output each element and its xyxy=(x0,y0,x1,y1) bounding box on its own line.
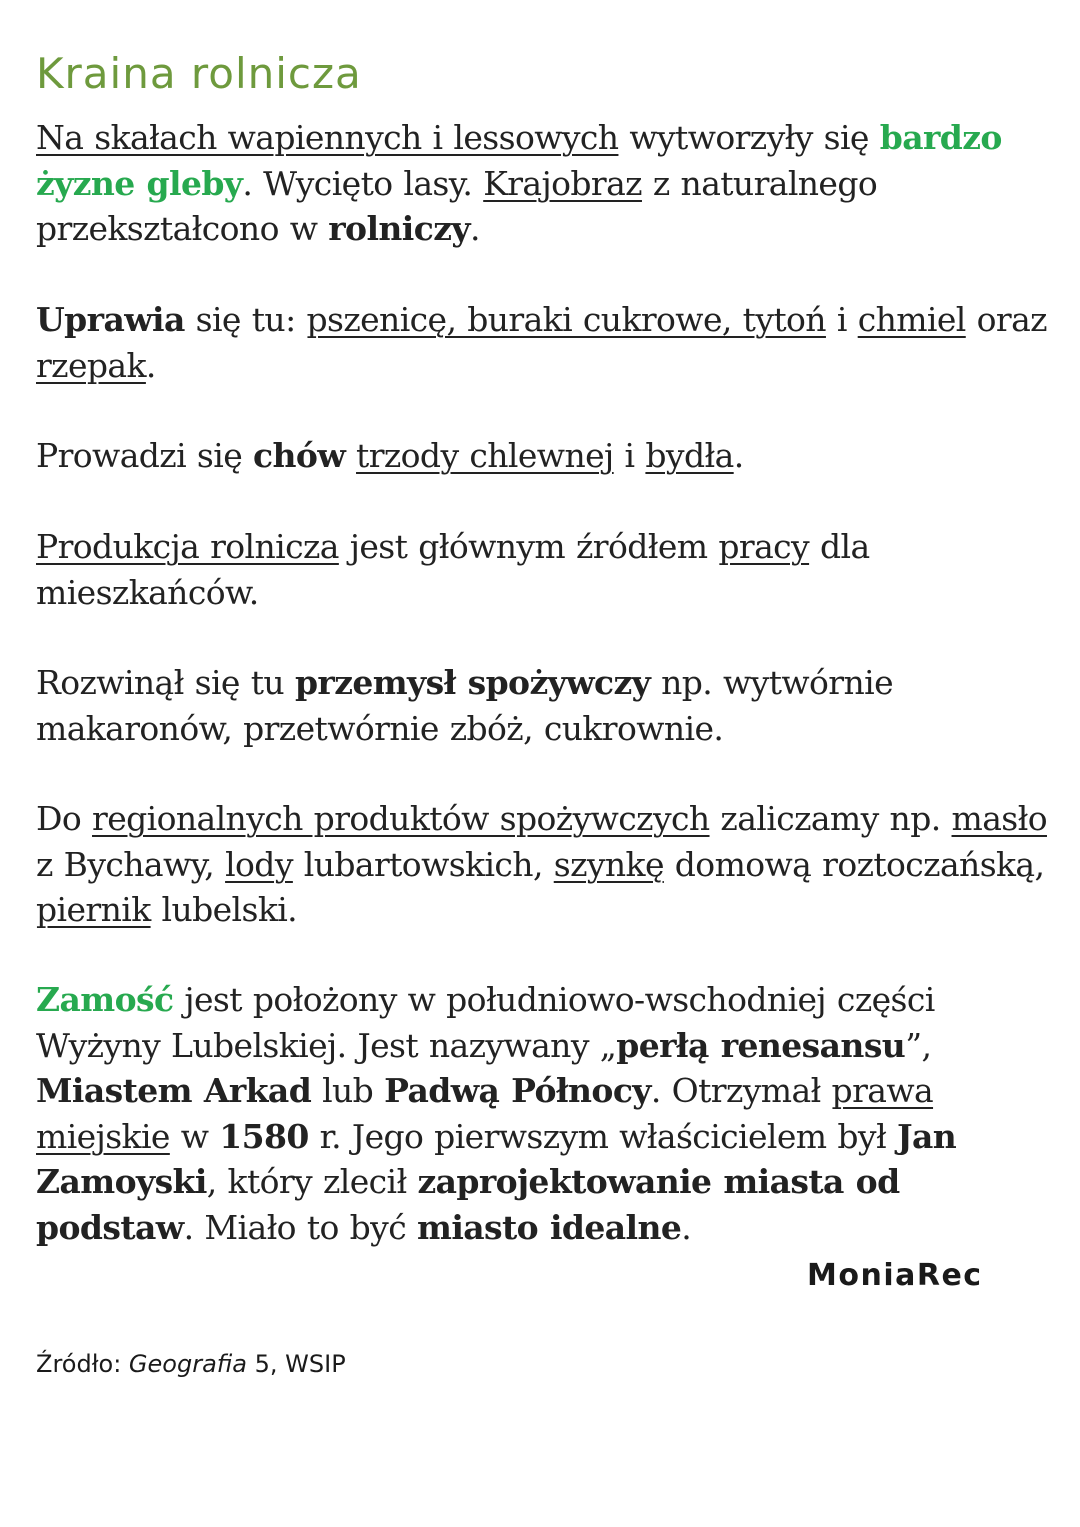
text-span: lub xyxy=(311,1071,385,1110)
text-span: , który zlecił xyxy=(206,1162,418,1201)
underlined-phrase: bydła xyxy=(645,436,734,475)
bold-phrase: chów xyxy=(253,436,346,475)
paragraph-industry xyxy=(36,660,1051,751)
text-span: r. Jego pierwszym właścicielem był xyxy=(308,1116,897,1156)
author-signature: MoniaRec xyxy=(807,1258,983,1293)
source-publisher: 5, WSIP xyxy=(247,1350,346,1378)
bold-phrase: przemysł spożywczy xyxy=(294,663,651,702)
underlined-phrase: prawa miejskie xyxy=(36,1071,934,1156)
text-span: zaliczamy np. xyxy=(709,799,952,838)
paragraph-zamosc xyxy=(36,977,1051,1250)
underlined-phrase: piernik xyxy=(36,890,151,929)
text-span: . xyxy=(145,345,156,385)
text-span: wytworzyły się xyxy=(618,118,880,157)
text-span: z naturalnego przekształcono w xyxy=(36,163,878,248)
bold-phrase: perłą renesansu xyxy=(616,1025,906,1065)
underlined-phrase: chmiel xyxy=(857,300,966,339)
text-span: . xyxy=(681,1207,692,1247)
bold-phrase: Padwą Północy xyxy=(384,1071,651,1110)
text-span: lubartowskich, xyxy=(292,844,554,884)
paragraph-crops xyxy=(36,297,1051,388)
bold-phrase: Miastem Arkad xyxy=(36,1071,312,1110)
underlined-phrase: Produkcja rolnicza xyxy=(36,527,339,566)
underlined-phrase: regionalnych produktów spożywczych xyxy=(92,799,710,838)
text-span: się tu: xyxy=(184,300,307,339)
text-span: np. wytwórnie makaronów, przetwórnie zbóż, cukrownie. xyxy=(36,663,894,748)
text-span xyxy=(345,436,356,475)
bold-phrase: miasto idealne xyxy=(417,1207,682,1247)
underlined-phrase: szynkę xyxy=(553,844,664,884)
text-span: jest głównym źródłem xyxy=(338,527,719,566)
bold-phrase: rolniczy xyxy=(328,209,470,248)
text-span: . xyxy=(469,209,480,248)
bold-phrase: Uprawia xyxy=(36,300,185,339)
underlined-phrase: Krajobraz xyxy=(483,163,642,203)
underlined-phrase: pracy xyxy=(718,527,810,566)
text-span: z Bychawy, xyxy=(36,844,226,884)
source-citation xyxy=(36,1344,346,1384)
text-span: ”, xyxy=(905,1025,932,1065)
text-span: domową roztoczańską, xyxy=(663,844,1045,884)
source-label: Źródło: xyxy=(36,1350,129,1378)
bold-phrase: Jan Zamoyski xyxy=(36,1116,957,1201)
paragraph-livestock xyxy=(36,433,1051,479)
highlight-phrase: Zamość xyxy=(36,980,174,1019)
text-span: Rozwinął się tu xyxy=(36,663,295,702)
text-span: Do xyxy=(36,799,93,838)
text-span: jest położony w południowo-wschodniej części Wyżyny Lubelskiej. Jest nazywany „ xyxy=(36,980,935,1065)
text-span: . Miało to być xyxy=(183,1207,417,1247)
underlined-phrase: Na skałach wapiennych i lessowych xyxy=(36,118,619,157)
paragraph-soils xyxy=(36,115,1051,252)
bold-phrase: zaprojektowanie miasta od podstaw xyxy=(36,1162,900,1247)
text-span: dla mieszkańców. xyxy=(36,527,870,612)
text-span: oraz xyxy=(965,300,1047,339)
text-span: . Otrzymał xyxy=(650,1071,832,1110)
text-span: Prowadzi się xyxy=(36,436,254,475)
text-span: lubelski. xyxy=(150,890,298,929)
text-span: . xyxy=(733,436,744,475)
source-book-title: Geografia xyxy=(128,1350,247,1378)
paragraph-regional-products xyxy=(36,796,1051,933)
paragraph-production xyxy=(36,524,1051,615)
text-span: . Wycięto lasy. xyxy=(242,163,484,203)
bold-phrase: 1580 xyxy=(219,1116,309,1156)
text-span: w xyxy=(169,1116,220,1156)
underlined-phrase: trzody chlewnej xyxy=(356,436,614,475)
text-span: i xyxy=(825,300,858,339)
highlight-phrase: bardzo żyzne gleby xyxy=(36,118,1002,203)
underlined-phrase: pszenicę, buraki cukrowe, tytoń xyxy=(306,300,826,339)
underlined-phrase: rzepak xyxy=(36,345,146,385)
page-title: Kraina rolnicza xyxy=(36,49,362,98)
underlined-phrase: masło xyxy=(951,799,1047,838)
text-span: i xyxy=(613,436,646,475)
underlined-phrase: lody xyxy=(225,844,293,884)
